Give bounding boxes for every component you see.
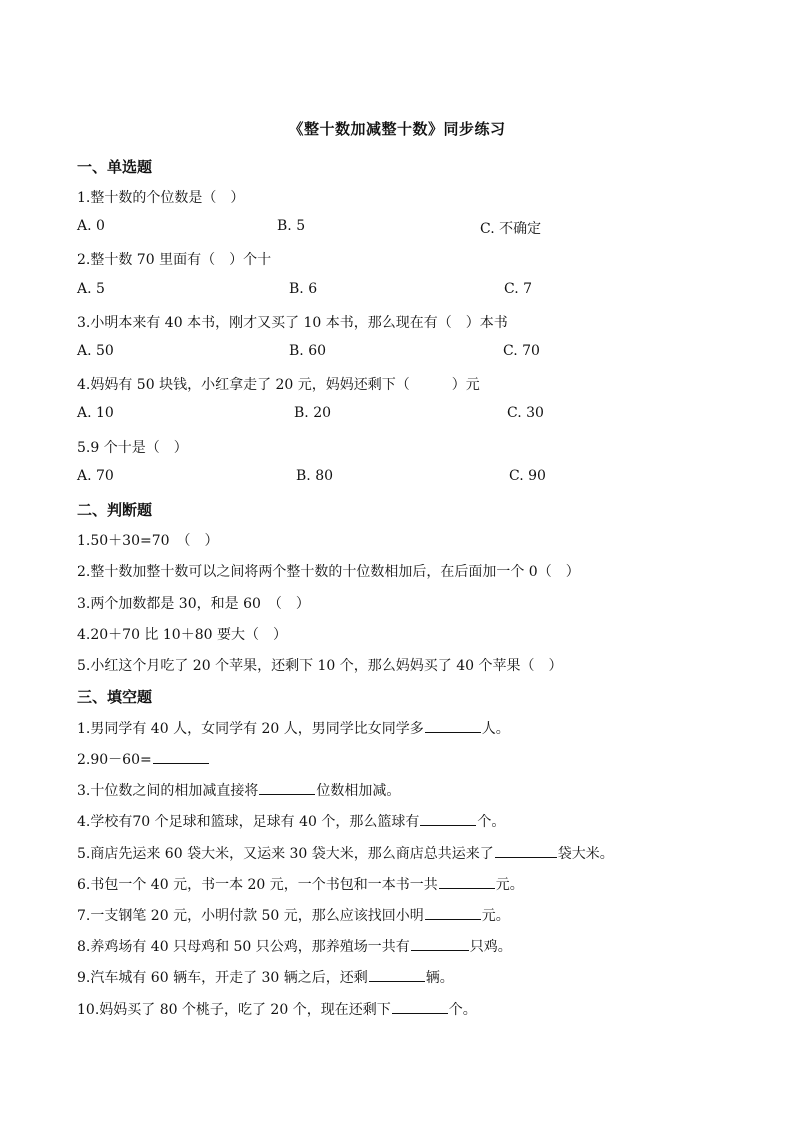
choice-question-3: 3.小明本来有 40 本书，刚才又买了 10 本书，那么现在有（ ）本书: [77, 315, 508, 331]
fill-text-before: 3.十位数之间的相加减直接将: [77, 783, 259, 799]
fill-item-10: [77, 999, 477, 1019]
fill-text-after: 位数相加减。: [316, 783, 401, 799]
fill-item-2: [77, 749, 210, 769]
option-b: B. 80: [296, 468, 334, 484]
option-c: C. 30: [507, 405, 544, 421]
answer-blank[interactable]: [259, 780, 315, 795]
option-a: A. 50: [77, 343, 114, 359]
choice-options-5: [77, 468, 717, 488]
fill-text-before: 4.学校有70 个足球和篮球，足球有 40 个，那么篮球有: [77, 814, 420, 830]
fill-text-before: 10.妈妈买了 80 个桃子，吃了 20 个，现在还剩下: [77, 1002, 391, 1018]
fill-text-after: 元。: [495, 877, 524, 893]
section-heading-judge: 二、判断题: [77, 501, 153, 519]
option-b: B. 60: [289, 343, 327, 359]
option-c: C. 70: [503, 343, 540, 359]
worksheet-title: 《整十数加减整十数》同步练习: [288, 120, 506, 138]
fill-item-4: [77, 811, 505, 831]
answer-blank[interactable]: [439, 874, 495, 889]
option-a: A. 70: [77, 468, 114, 484]
answer-blank[interactable]: [369, 967, 425, 982]
fill-text-before: 5.商店先运来 60 袋大米，又运来 30 袋大米，那么商店总共运来了: [77, 846, 494, 862]
choice-options-1: [77, 218, 717, 238]
judge-item-4: 4.20＋70 比 10＋80 要大（ ）: [77, 627, 287, 643]
choice-question-4: 4.妈妈有 50 块钱，小红拿走了 20 元，妈妈还剩下（ ）元: [77, 377, 480, 393]
choice-question-2: 2.整十数 70 里面有（ ）个十: [77, 252, 272, 268]
answer-blank[interactable]: [392, 999, 448, 1014]
option-a: A. 5: [77, 281, 105, 297]
fill-text-after: 袋大米。: [557, 846, 614, 862]
fill-text-before: 6.书包一个 40 元，书一本 20 元，一个书包和一本书一共: [77, 877, 438, 893]
option-c: C. 90: [509, 468, 546, 484]
fill-item-6: [77, 874, 524, 894]
judge-item-5: 5.小红这个月吃了 20 个苹果，还剩下 10 个，那么妈妈买了 40 个苹果（ ）: [77, 658, 563, 674]
fill-item-3: [77, 780, 400, 800]
choice-question-1: 1.整十数的个位数是（ ）: [77, 190, 245, 206]
section-heading-single-choice: 一、单选题: [77, 158, 153, 176]
fill-text-after: 元。: [481, 908, 510, 924]
option-a: A. 0: [77, 218, 105, 234]
answer-blank[interactable]: [425, 718, 481, 733]
fill-item-1: [77, 718, 510, 738]
fill-text-before: 1.男同学有 40 人，女同学有 20 人，男同学比女同学多: [77, 721, 424, 737]
fill-text-after: 辆。: [425, 970, 454, 986]
fill-item-9: [77, 967, 454, 987]
judge-item-3: 3.两个加数都是 30，和是 60 （ ）: [77, 596, 310, 612]
answer-blank[interactable]: [425, 905, 481, 920]
fill-text-after: 个。: [448, 1002, 477, 1018]
fill-text-before: 2.90－60=: [77, 752, 152, 768]
fill-text-after: 人。: [481, 721, 510, 737]
option-b: B. 20: [294, 405, 332, 421]
fill-item-7: [77, 905, 510, 925]
option-b: B. 6: [289, 281, 318, 297]
answer-blank[interactable]: [411, 936, 469, 951]
fill-text-before: 9.汽车城有 60 辆车，开走了 30 辆之后，还剩: [77, 970, 368, 986]
choice-options-4: [77, 405, 717, 425]
judge-item-1: 1.50＋30=70 （ ）: [77, 533, 219, 549]
fill-text-after: 个。: [477, 814, 506, 830]
answer-blank[interactable]: [153, 749, 209, 764]
choice-question-5: 5.9 个十是（ ）: [77, 440, 188, 456]
answer-blank[interactable]: [420, 811, 476, 826]
fill-text-before: 8.养鸡场有 40 只母鸡和 50 只公鸡，那养殖场一共有: [77, 939, 410, 955]
fill-item-5: [77, 843, 614, 863]
option-c: C. 7: [504, 281, 533, 297]
option-c: C. 不确定: [480, 221, 542, 237]
section-heading-fill-blank: 三、填空题: [77, 688, 153, 706]
choice-options-2: [77, 281, 717, 301]
option-a: A. 10: [77, 405, 114, 421]
fill-text-after: 只鸡。: [469, 939, 512, 955]
option-b: B. 5: [277, 218, 306, 234]
fill-item-8: [77, 936, 512, 956]
judge-item-2: 2.整十数加整十数可以之间将两个整十数的十位数相加后，在后面加一个 0（ ）: [77, 564, 580, 580]
choice-options-3: [77, 343, 717, 363]
fill-text-before: 7.一支钢笔 20 元，小明付款 50 元，那么应该找回小明: [77, 908, 424, 924]
answer-blank[interactable]: [495, 843, 557, 858]
